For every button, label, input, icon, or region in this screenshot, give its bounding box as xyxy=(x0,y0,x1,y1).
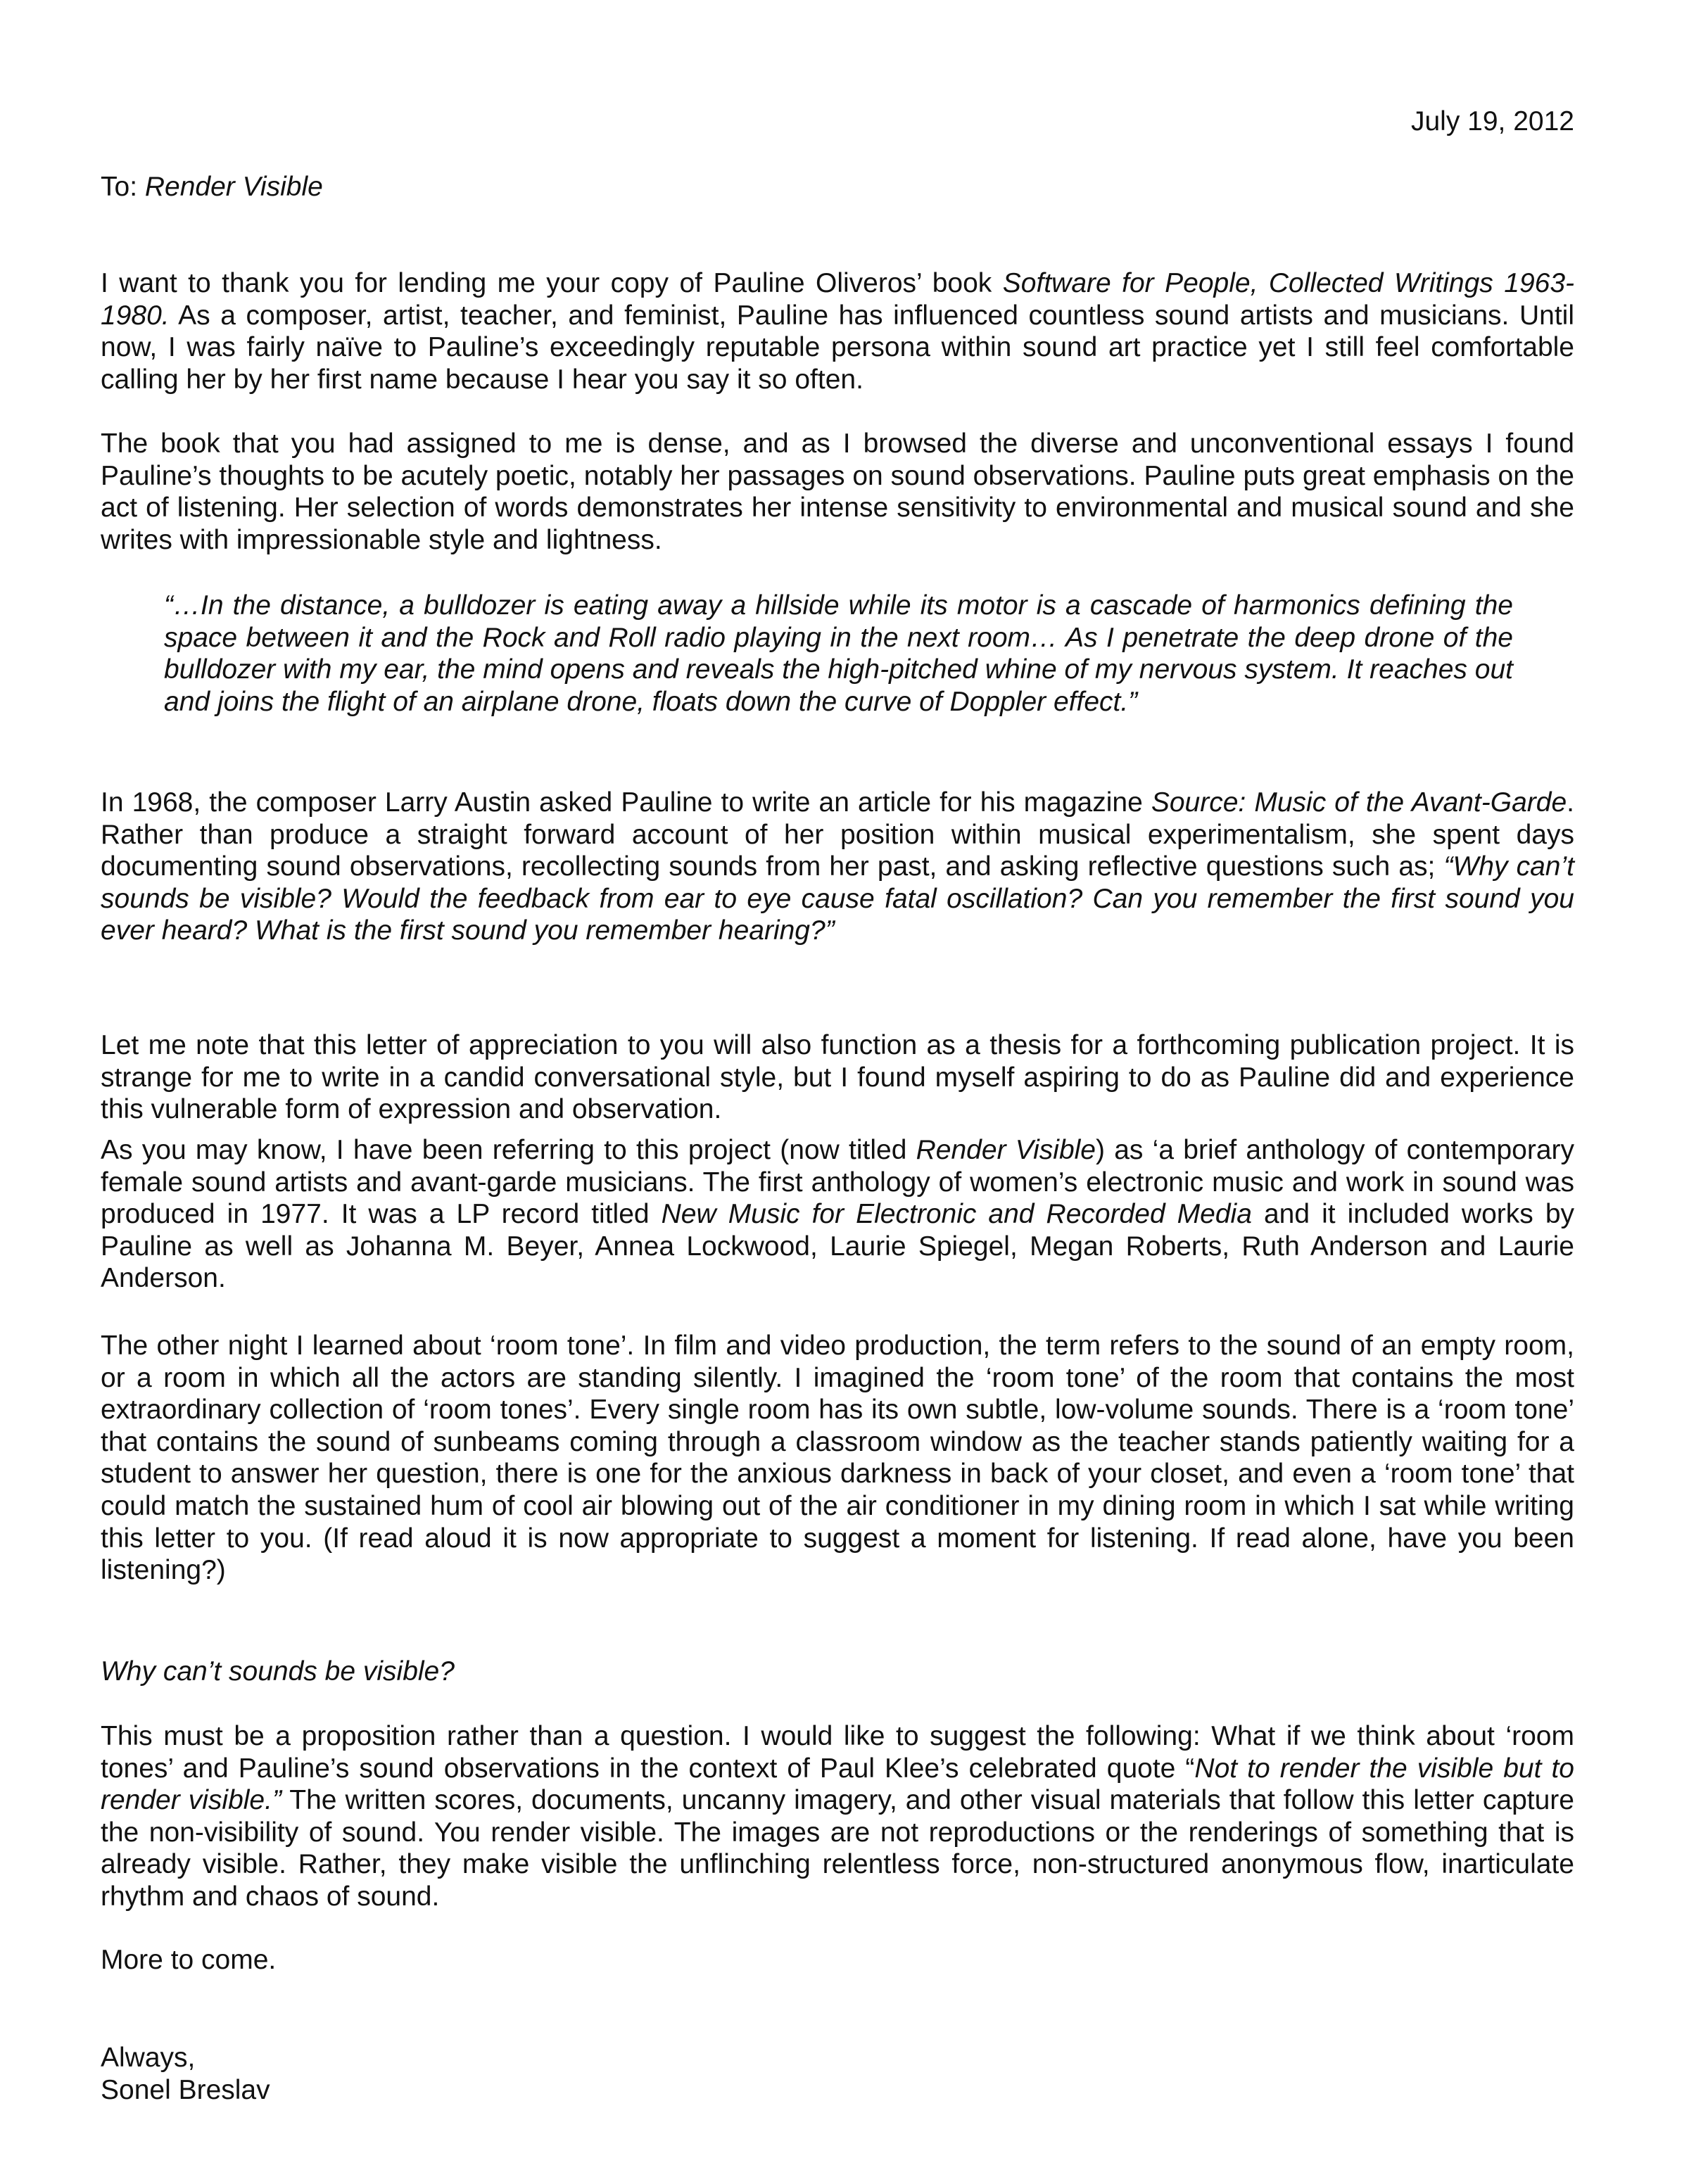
paragraph-book xyxy=(101,428,1574,556)
recipient-line xyxy=(101,171,1574,203)
question-heading: Why can’t sounds be visible? xyxy=(101,1656,455,1687)
record-title: New Music for Electronic and Recorded Media xyxy=(661,1199,1252,1230)
signature-block xyxy=(101,2042,1574,2106)
paragraph-anthology xyxy=(101,1134,1574,1295)
blockquote-oliveros xyxy=(164,590,1513,718)
signature-name: Sonel Breslav xyxy=(101,2074,270,2105)
paragraph-text: As you may know, I have been referring to this project (now titled xyxy=(101,1135,916,1165)
paragraph-1968 xyxy=(101,787,1574,947)
paragraph-text: ) as ‘a brief anthology of contemporary female sound artists and avant-garde musicians. The first anthology of women’s electronic music and work in sound was produced in 1977. It was a LP record titled xyxy=(101,1135,1575,1230)
paragraph-proposition xyxy=(101,1720,1574,1913)
paragraph-thanks xyxy=(101,267,1574,395)
paragraph-text: The book that you had assigned to me is dense, and as I browsed the diverse and unconventional essays I found Pauline’s thoughts to be acutely poetic, notably her passages on sound observations. Pauline puts great emphasis on the act of listening. Her selection of words demonstrates her intense sensitivity to environmental and musical sound and she writes with impressionable style and lightness. xyxy=(101,428,1574,555)
paragraph-room-tone xyxy=(101,1330,1574,1587)
paragraph-text: . Rather than produce a straight forward account of her position within musical experimentalism, she spent days documenting sound observations, recollecting sounds from her past, and asking reflective questions such as; xyxy=(101,787,1574,882)
paragraph-text: This must be a proposition rather than a question. I would like to suggest the following: What if we think about ‘room tones’ and Pauline’s sound observations in the context of Paul Klee’s celebrated quote “ xyxy=(101,1721,1574,1784)
letter-date: July 19, 2012 xyxy=(1410,106,1574,136)
paragraph-thesis xyxy=(101,1029,1574,1126)
paragraph-text: The written scores, documents, uncanny imagery, and other visual materials that follow this letter capture the non-visibility of sound. You render visible. The images are not reproductions or the renderings of something that is already visible. Rather, they make visible the unflinching relentless force, non-structured anonymous flow, inarticulate rhythm and chaos of sound. xyxy=(101,1785,1574,1912)
paragraph-text: As a composer, artist, teacher, and feminist, Pauline has influenced countless sound artists and musicians. Until now, I was fairly naïve to Pauline’s exceedingly reputable persona within sound art practice yet I still feel comfortable calling her by her first name because I hear you say it so often. xyxy=(101,300,1574,395)
book-title: Software for People, Collected Writings 1963-1980. xyxy=(101,268,1575,331)
quoted-questions: “Why can’t sounds be visible? Would the feedback from ear to eye cause fatal oscillation? Can you remember the first sound you ever heard? What is the first sound you remember hearing?” xyxy=(101,851,1574,946)
paragraph-text: I want to thank you for lending me your copy of Pauline Oliveros’ book xyxy=(101,268,1003,298)
magazine-title: Source: Music of the Avant-Garde xyxy=(1151,787,1567,818)
closing-note: More to come. xyxy=(101,1945,277,1975)
klee-quote: Not to render the visible but to render visible.” xyxy=(101,1753,1575,1816)
quote-text: “…In the distance, a bulldozer is eating away a hillside while its motor is a cascade of harmonics defining the space between it and the Rock and Roll radio playing in the next room… As I penetrate the deep drone of the bulldozer with my ear, the mind opens and reveals the high-pitched whine of my nervous system. It reaches out and joins the flight of an airplane drone, floats down the curve of Doppler effect.” xyxy=(164,590,1513,717)
recipient-name: Render Visible xyxy=(144,172,323,202)
paragraph-text: The other night I learned about ‘room tone’. In film and video production, the term refers to the sound of an empty room, or a room in which all the actors are standing silently. I imagined the ‘room tone’ of the room that contains the most extraordinary collection of ‘room tones’. Every single room has its own subtle, low-volume sounds. There is a ‘room tone’ that contains the sound of sunbeams coming through a classroom window as the teacher stands patiently waiting for a student to answer her question, there is one for the anxious darkness in back of your closet, and even a ‘room tone’ that could match the sustained hum of cool air blowing out of the air conditioner in my dining room in which I sat while writing this letter to you. (If read aloud it is now appropriate to suggest a moment for listening. If read alone, have you been listening?) xyxy=(101,1331,1574,1586)
paragraph-text: and it included works by Pauline as well as Johanna M. Beyer, Annea Lockwood, Laurie Spiegel, Megan Roberts, Ruth Anderson and Laurie Anderson. xyxy=(101,1199,1575,1294)
paragraph-text: Let me note that this letter of appreciation to you will also function as a thesis for a forthcoming publication project. It is strange for me to write in a candid conversational style, but I found myself aspiring to do as Pauline did and experience this vulnerable form of expression and observation. xyxy=(101,1030,1574,1125)
recipient-label: To: xyxy=(101,172,138,202)
valediction: Always, xyxy=(101,2043,196,2073)
paragraph-text: In 1968, the composer Larry Austin asked Pauline to write an article for his magazine xyxy=(101,787,1151,818)
project-title: Render Visible xyxy=(916,1135,1096,1165)
